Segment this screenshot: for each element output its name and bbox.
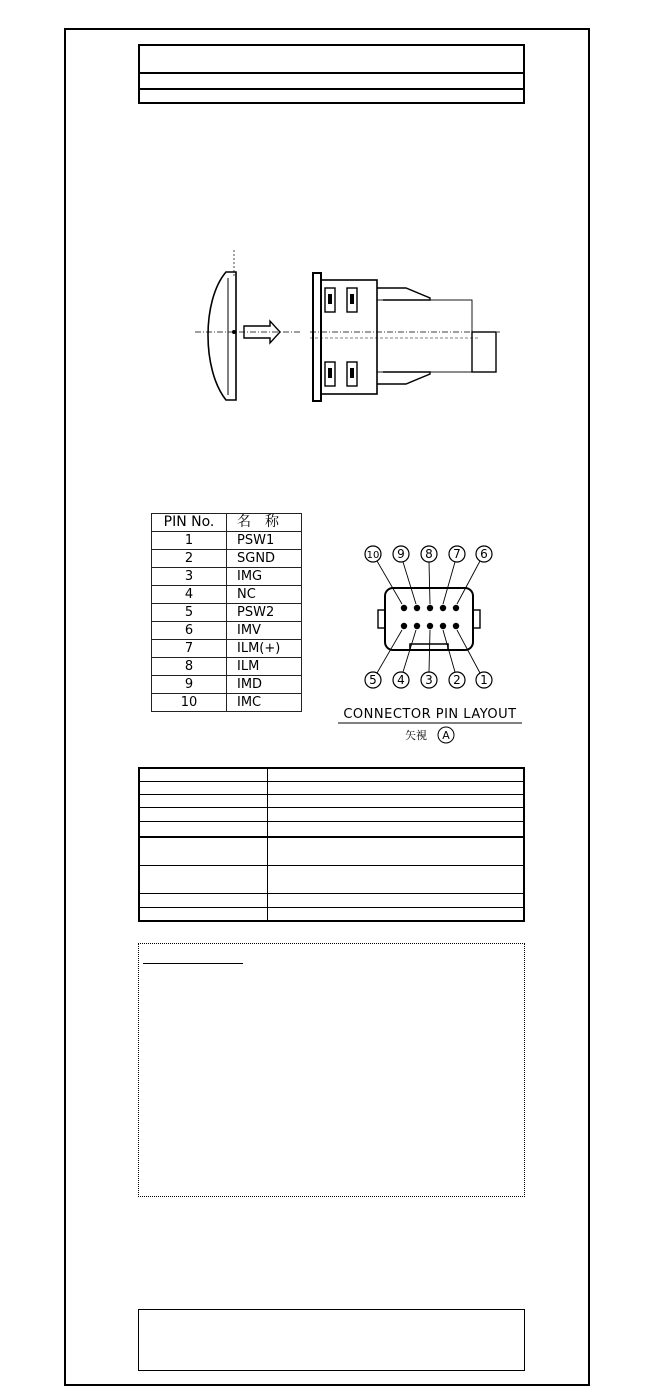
pivot-dot [232,330,236,334]
title-block-divider [140,88,523,90]
table-row [152,586,302,604]
table-row [152,658,302,676]
pin-number: 4 [152,586,227,604]
spec-table-row-divider [140,807,523,808]
pin-name: ILM(+) [227,640,302,658]
pin-label-8: 8 [425,547,433,561]
pin-name: PSW2 [227,604,302,622]
pin-name: IMC [227,694,302,712]
pin-label-7: 7 [453,547,461,561]
spec-table-row-divider [140,794,523,795]
connector-caption: CONNECTOR PIN LAYOUT [343,707,517,722]
pin-number: 8 [152,658,227,676]
pin-name: IMV [227,622,302,640]
pin-number: 10 [152,694,227,712]
footer-box [138,1309,525,1371]
pin-table-header [152,514,302,532]
pin-name: ILM [227,658,302,676]
pin-number: 2 [152,550,227,568]
pin-number: 7 [152,640,227,658]
pin-label-10: 10 [366,550,380,561]
notes-heading-underline [143,963,243,964]
table-row [152,604,302,622]
housing-bezel [313,273,321,401]
table-row [152,676,302,694]
pin-number: 1 [152,532,227,550]
spec-table-row-divider [140,781,523,782]
pin-label-1: 1 [480,673,488,687]
table-row [152,568,302,586]
leader-lines [377,561,480,673]
pin-name: NC [227,586,302,604]
pin-assignment-table [151,513,302,712]
pin-label-3: 3 [425,673,433,687]
connector-shell [377,300,472,372]
latch-bottom [377,372,430,384]
knob-profile [208,272,236,400]
view-label: 矢視 [405,729,427,742]
title-block-divider [140,72,523,74]
table-row [152,622,302,640]
pin-label-9: 9 [397,547,405,561]
pin-label-5: 5 [369,673,377,687]
pin-number: 9 [152,676,227,694]
pin-label-6: 6 [480,547,488,561]
switch-side-view-drawing [180,240,510,420]
title-block [138,44,525,104]
table-row [152,532,302,550]
spec-table-row-divider [140,893,523,894]
spec-table-row-divider [140,907,523,908]
table-row [152,694,302,712]
pin-label-2: 2 [453,673,461,687]
connector-pin-layout-diagram [330,540,530,745]
pin-number: 3 [152,568,227,586]
pin-name: IMD [227,676,302,694]
spec-table-column-divider [267,769,268,920]
table-row [152,550,302,568]
pin-name-header: 名 称 [227,514,302,532]
table-row [152,640,302,658]
connector-pins [401,605,459,629]
spec-table-row-divider [140,865,523,866]
pin-number: 6 [152,622,227,640]
pin-number: 5 [152,604,227,622]
pin-no-header: PIN No. [152,514,227,532]
notes-box [138,943,525,1197]
view-letter: A [442,729,450,742]
pin-name: SGND [227,550,302,568]
latch-top [377,288,430,300]
pin-label-4: 4 [397,673,405,687]
pin-name: IMG [227,568,302,586]
spec-table-row-divider [140,821,523,822]
spec-table [138,767,525,922]
pin-name: PSW1 [227,532,302,550]
spec-table-row-divider [140,836,523,838]
